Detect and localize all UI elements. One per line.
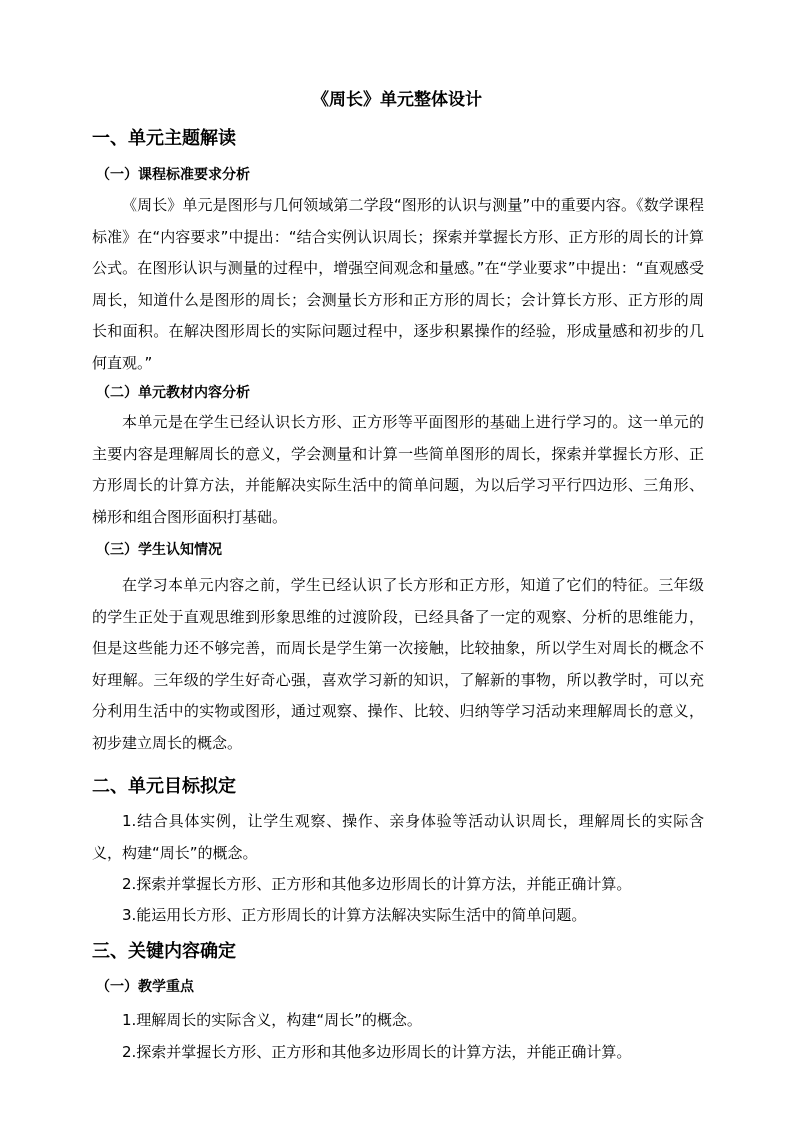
focus-item-2: 2.探索并掌握长方形、正方形和其他多边形周长的计算方法，并能正确计算。 xyxy=(122,1043,632,1061)
paragraph-course-standard: 《周长》单元是图形与几何领域第二学段“图形的认识与测量”中的重要内容。《数学课程标准》在“内容要求”中提出：“结合实例认识周长；探索并掌握长方形、正方形的周长的计算公式。在图形认识与测量的过程中，增强空间观念和量感。”在“学业要求”中提出：“直观感受周长，知道什么是图形的周长；会测量长方形和正方形的周长；会计算长方形、正方形的周长和面积。在解决图形周长的实际问题过程中，逐步积累操作的经验，形成量感和初步的几何直观。” xyxy=(92,196,704,372)
section-heading-2: 二、单元目标拟定 xyxy=(92,776,236,797)
subsection-heading-teaching-focus: （一）教学重点 xyxy=(96,979,194,995)
goal-item-3: 3.能运用长方形、正方形周长的计算方法解决实际生活中的简单问题。 xyxy=(122,906,587,924)
document-title: 《周长》单元整体设计 xyxy=(312,90,482,110)
section-heading-3: 三、关键内容确定 xyxy=(92,941,236,962)
goal-item-2: 2.探索并掌握长方形、正方形和其他多边形周长的计算方法，并能正确计算。 xyxy=(122,875,632,893)
subsection-heading-student-cognition: （三）学生认知情况 xyxy=(96,542,222,558)
goal-item-1: 1.结合具体实例，让学生观察、操作、亲身体验等活动认识周长，理解周长的实际含义，构建“周长”的概念。 xyxy=(92,812,704,862)
focus-item-1: 1.理解周长的实际含义，构建“周长”的概念。 xyxy=(122,1011,422,1029)
subsection-heading-textbook-analysis: （二）单元教材内容分析 xyxy=(96,385,250,401)
paragraph-textbook-analysis: 本单元是在学生已经认识长方形、正方形等平面图形的基础上进行学习的。这一单元的主要内容是理解周长的意义，学会测量和计算一些简单图形的周长，探索并掌握长方形、正方形周长的计算方法，并能解决实际生活中的简单问题，为以后学习平行四边形、三角形、梯形和组合图形面积打基础。 xyxy=(92,413,704,526)
paragraph-student-cognition: 在学习本单元内容之前，学生已经认识了长方形和正方形，知道了它们的特征。三年级的学生正处于直观思维到形象思维的过渡阶段，已经具备了一定的观察、分析的思维能力，但是这些能力还不够完善，而周长是学生第一次接触，比较抽象，所以学生对周长的概念不好理解。三年级的学生好奇心强，喜欢学习新的知识，了解新的事物，所以教学时，可以充分利用生活中的实物或图形，通过观察、操作、比较、归纳等学习活动来理解周长的意义，初步建立周长的概念。 xyxy=(92,576,704,752)
section-heading-1: 一、单元主题解读 xyxy=(92,128,236,149)
subsection-heading-course-standard: （一）课程标准要求分析 xyxy=(96,167,250,183)
